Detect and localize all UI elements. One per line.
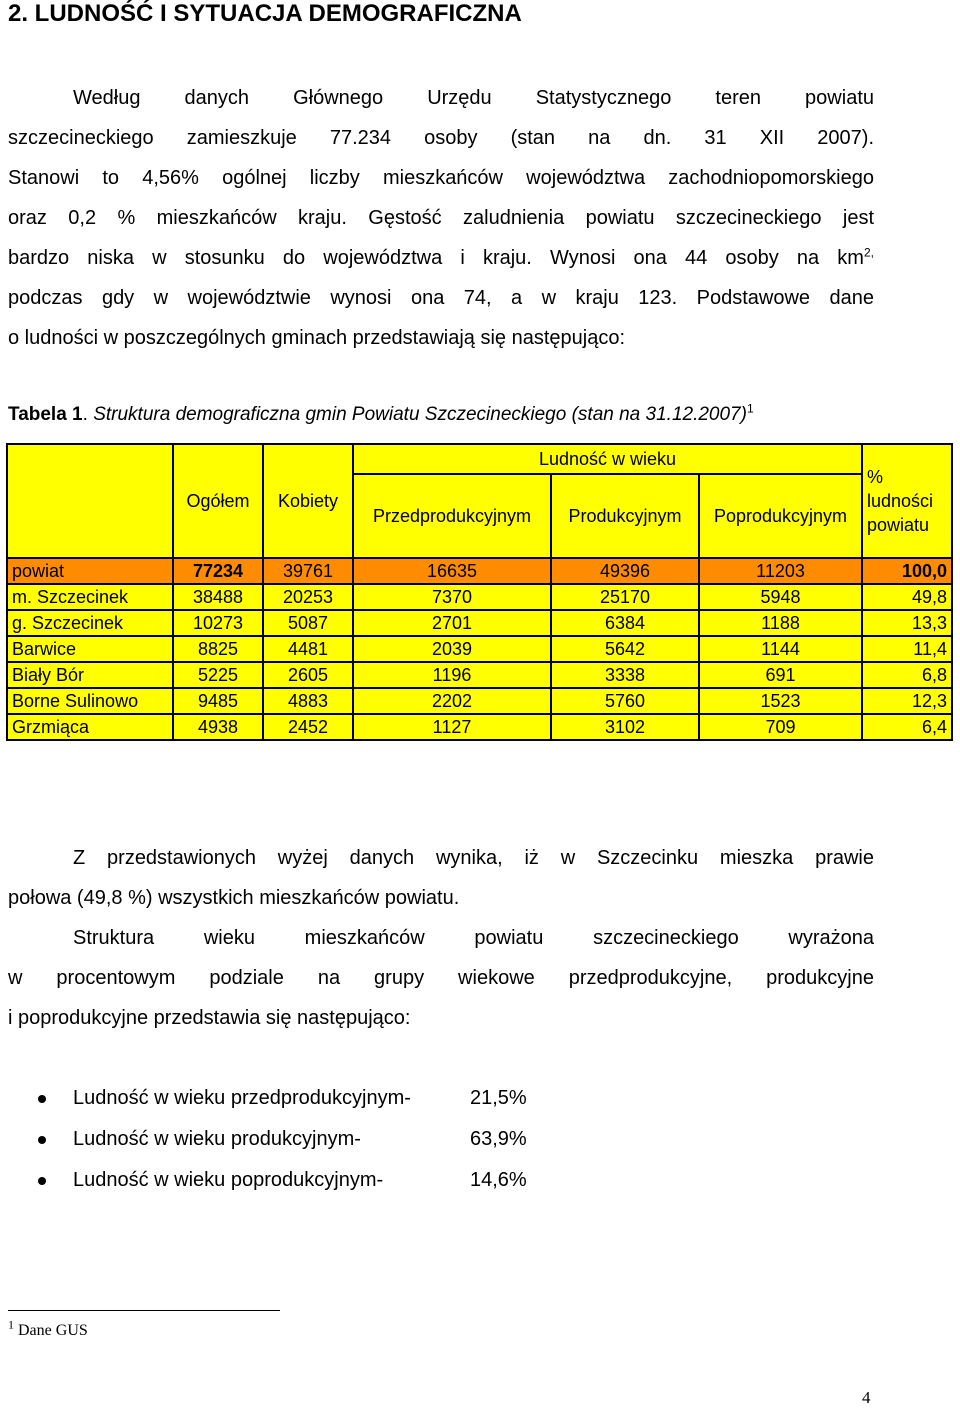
bullet-icon — [38, 1136, 46, 1144]
footnote-divider — [8, 1310, 280, 1311]
cell-przed: 2202 — [353, 688, 551, 714]
cell-name: m. Szczecinek — [7, 584, 173, 610]
table-row — [7, 662, 952, 688]
cell-pct: 6,8 — [862, 662, 952, 688]
cell-przed: 7370 — [353, 584, 551, 610]
intro-paragraph — [8, 78, 874, 358]
footnote-text: Dane GUS — [14, 1322, 88, 1339]
cell-ogolem: 77234 — [173, 558, 263, 584]
km-superscript: 2, — [863, 245, 874, 260]
structure-line: i poprodukcyjne przedstawia się następująco: — [8, 1007, 411, 1029]
bullet-icon — [38, 1177, 46, 1185]
cell-kobiety: 20253 — [263, 584, 353, 610]
header-produkcyjnym: Produkcyjnym — [551, 474, 699, 558]
cell-pct: 11,4 — [862, 636, 952, 662]
cell-poprod: 11203 — [699, 558, 862, 584]
footnote-ref: 1 — [746, 401, 754, 416]
cell-prod: 3338 — [551, 662, 699, 688]
list-item-value: 14,6% — [470, 1169, 527, 1191]
header-ogolem: Ogółem — [173, 444, 263, 558]
header-age-group: Ludność w wieku — [353, 444, 862, 474]
header-percent-powiatu: powiatu — [867, 515, 930, 535]
summary-line: połowa (49,8 %) wszystkich mieszkańców powiatu. — [8, 887, 460, 909]
cell-ogolem: 4938 — [173, 714, 263, 740]
cell-kobiety: 39761 — [263, 558, 353, 584]
cell-przed: 2039 — [353, 636, 551, 662]
list-item-label: Ludność w wieku produkcyjnym- — [73, 1128, 361, 1150]
footnote — [8, 1317, 88, 1340]
cell-prod: 49396 — [551, 558, 699, 584]
cell-poprod: 691 — [699, 662, 862, 688]
table-title: Struktura demograficzna gmin Powiatu Szczecineckiego (stan na 31.12.2007) — [93, 404, 747, 425]
cell-kobiety: 5087 — [263, 610, 353, 636]
cell-przed: 1196 — [353, 662, 551, 688]
intro-line: Według danych Głównego Urzędu Statystycznego teren powiatu — [73, 87, 874, 109]
header-przedprodukcyjnym: Przedprodukcyjnym — [353, 474, 551, 558]
cell-poprod: 1144 — [699, 636, 862, 662]
cell-prod: 5642 — [551, 636, 699, 662]
cell-ogolem: 9485 — [173, 688, 263, 714]
caption-separator: . — [82, 404, 94, 425]
bullet-icon — [38, 1095, 46, 1103]
table-row — [7, 636, 952, 662]
cell-name: Borne Sulinowo — [7, 688, 173, 714]
cell-pct: 13,3 — [862, 610, 952, 636]
cell-prod: 3102 — [551, 714, 699, 740]
table-header-row — [7, 444, 952, 474]
intro-line: szczecineckiego zamieszkuje 77.234 osoby (stan na dn. 31 XII 2007). — [8, 127, 874, 149]
list-item-label: Ludność w wieku poprodukcyjnym- — [73, 1169, 384, 1191]
page-number: 4 — [862, 1388, 871, 1407]
cell-ogolem: 5225 — [173, 662, 263, 688]
summary-line: Z przedstawionych wyżej danych wynika, iż w Szczecinku mieszka prawie — [73, 847, 874, 869]
intro-line-text: bardzo niska w stosunku do województwa i kraju. Wynosi ona 44 osoby na km — [8, 247, 864, 269]
intro-line: Stanowi to 4,56% ogólnej liczby mieszkańców województwa zachodniopomorskiego — [8, 167, 874, 189]
header-percent-sign: % — [867, 467, 884, 487]
table-row — [7, 714, 952, 740]
intro-line: o ludności w poszczególnych gminach przedstawiają się następująco: — [8, 327, 626, 349]
cell-ogolem: 10273 — [173, 610, 263, 636]
table-row — [7, 688, 952, 714]
list-item-value: 63,9% — [470, 1128, 527, 1150]
table-caption — [8, 401, 754, 426]
cell-pct: 100,0 — [862, 558, 952, 584]
structure-line: w procentowym podziale na grupy wiekowe przedprodukcyjne, produkcyjne — [8, 967, 874, 989]
cell-poprod: 1523 — [699, 688, 862, 714]
structure-paragraph — [8, 918, 874, 1038]
cell-przed: 1127 — [353, 714, 551, 740]
cell-poprod: 5948 — [699, 584, 862, 610]
table-row — [7, 558, 952, 584]
header-percent — [862, 444, 952, 558]
intro-line — [8, 238, 874, 278]
cell-prod: 5760 — [551, 688, 699, 714]
footnote-number: 1 — [8, 1317, 14, 1332]
cell-ogolem: 38488 — [173, 584, 263, 610]
header-empty-cell — [7, 444, 173, 558]
cell-name: powiat — [7, 558, 173, 584]
table-row — [7, 584, 952, 610]
cell-kobiety: 2452 — [263, 714, 353, 740]
table-row — [7, 610, 952, 636]
list-item-value: 21,5% — [470, 1087, 527, 1109]
cell-poprod: 1188 — [699, 610, 862, 636]
table-label: Tabela 1 — [8, 404, 83, 425]
intro-line: oraz 0,2 % mieszkańców kraju. Gęstość zaludnienia powiatu szczecineckiego jest — [8, 207, 874, 229]
section-heading: 2. LUDNOŚĆ I SYTUACJA DEMOGRAFICZNA — [8, 0, 522, 27]
cell-name: Grzmiąca — [7, 714, 173, 740]
cell-prod: 25170 — [551, 584, 699, 610]
header-kobiety: Kobiety — [263, 444, 353, 558]
summary-paragraph — [8, 838, 874, 918]
cell-poprod: 709 — [699, 714, 862, 740]
cell-kobiety: 2605 — [263, 662, 353, 688]
header-poprodukcyjnym: Poprodukcyjnym — [699, 474, 862, 558]
cell-kobiety: 4883 — [263, 688, 353, 714]
cell-name: Barwice — [7, 636, 173, 662]
cell-pct: 49,8 — [862, 584, 952, 610]
cell-przed: 16635 — [353, 558, 551, 584]
cell-kobiety: 4481 — [263, 636, 353, 662]
cell-pct: 12,3 — [862, 688, 952, 714]
intro-line: podczas gdy w województwie wynosi ona 74, a w kraju 123. Podstawowe dane — [8, 287, 874, 309]
demography-table — [6, 443, 953, 741]
cell-przed: 2701 — [353, 610, 551, 636]
cell-name: g. Szczecinek — [7, 610, 173, 636]
header-percent-ludnosci: ludności — [867, 491, 934, 511]
cell-pct: 6,4 — [862, 714, 952, 740]
cell-name: Biały Bór — [7, 662, 173, 688]
cell-prod: 6384 — [551, 610, 699, 636]
structure-line: Struktura wieku mieszkańców powiatu szczecineckiego wyrażona — [73, 927, 874, 949]
cell-ogolem: 8825 — [173, 636, 263, 662]
list-item-label: Ludność w wieku przedprodukcyjnym- — [73, 1087, 411, 1109]
